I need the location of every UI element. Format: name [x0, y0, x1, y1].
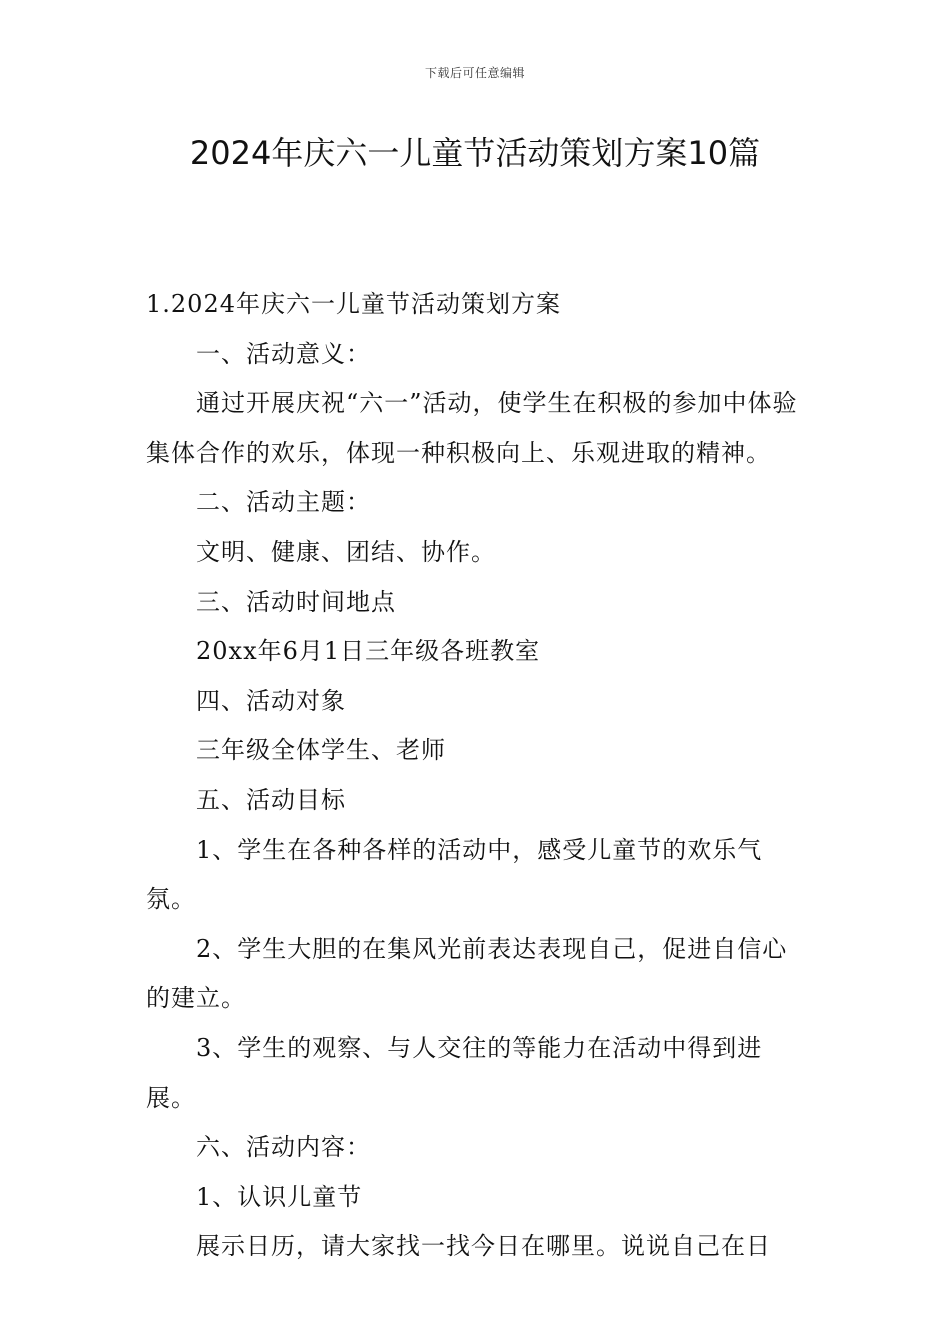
section-heading: 1.2024年庆六一儿童节活动策划方案	[146, 290, 561, 318]
paragraph: 2、学生大胆的在集风光前表达表现自己，促进自信心的建立。	[146, 934, 788, 1013]
paragraph: 3、学生的观察、与人交往的等能力在活动中得到进展。	[146, 1033, 763, 1112]
document-title: 2024年庆六一儿童节活动策划方案10篇	[189, 134, 761, 172]
paragraph: 20xx年6月1日三年级各班教室	[196, 637, 541, 666]
paragraph: 四、活动对象	[196, 686, 346, 715]
header-note: 下载后可任意编辑	[424, 66, 525, 80]
paragraph: 三、活动时间地点	[196, 587, 396, 616]
paragraph: 三年级全体学生、老师	[196, 736, 446, 765]
paragraph: 1、认识儿童节	[196, 1182, 363, 1211]
document-body	[146, 280, 810, 1272]
paragraph: 一、活动意义：	[196, 339, 371, 368]
paragraph: 1、学生在各种各样的活动中，感受儿童节的欢乐气氛。	[146, 835, 763, 914]
paragraph: 五、活动目标	[196, 785, 346, 814]
paragraph: 通过开展庆祝“六一”活动，使学生在积极的参加中体验集体合作的欢乐，体现一种积极向上、乐观进取的精神。	[146, 389, 798, 467]
paragraph: 二、活动主题：	[196, 488, 371, 517]
paragraph: 展示日历，请大家找一找今日在哪里。说说自己在日	[196, 1232, 771, 1261]
paragraph: 文明、健康、团结、协作。	[196, 537, 496, 566]
paragraph: 六、活动内容：	[196, 1133, 371, 1162]
